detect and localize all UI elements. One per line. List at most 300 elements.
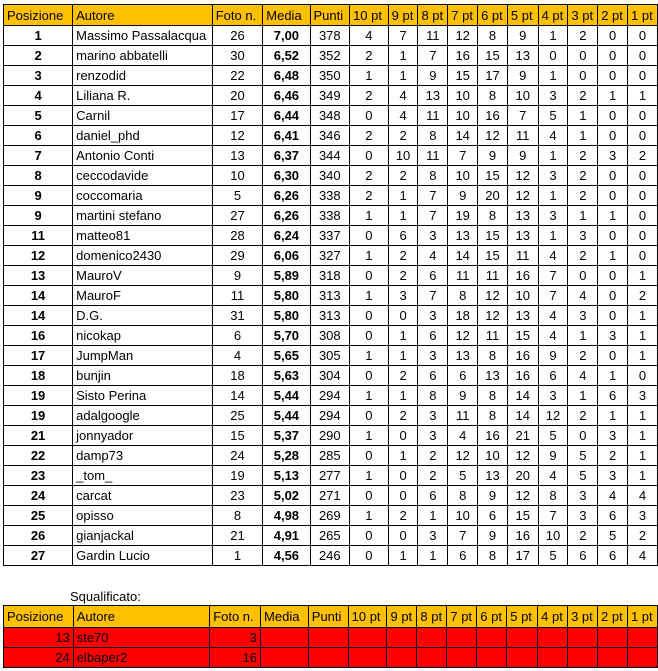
table-row bbox=[4, 326, 658, 346]
cell-photos: 24 bbox=[212, 446, 263, 466]
cell-pt6: 12 bbox=[478, 126, 508, 146]
cell-pt9: 6 bbox=[388, 226, 418, 246]
cell-position: 17 bbox=[4, 346, 73, 366]
cell-position: 26 bbox=[4, 526, 73, 546]
disqualified-label: Squalificato: bbox=[70, 589, 141, 604]
cell-average: 6,44 bbox=[263, 106, 310, 126]
cell-pt6: 10 bbox=[478, 446, 508, 466]
cell-pt8 bbox=[417, 628, 447, 648]
cell-points: 294 bbox=[310, 406, 350, 426]
cell-author: martini stefano bbox=[73, 206, 213, 226]
cell-pt2 bbox=[598, 648, 628, 668]
cell-points: 269 bbox=[310, 506, 350, 526]
cell-pt5: 12 bbox=[507, 446, 538, 466]
cell-pt8: 3 bbox=[418, 306, 448, 326]
cell-author: Gardin Lucio bbox=[73, 546, 213, 566]
header-pt8: 8 pt bbox=[417, 606, 447, 628]
cell-average: 5,44 bbox=[263, 406, 310, 426]
header-pt2: 2 pt bbox=[598, 606, 628, 628]
cell-pt4 bbox=[538, 628, 568, 648]
header-position: Posizione bbox=[4, 606, 74, 628]
cell-pt9: 2 bbox=[388, 506, 418, 526]
cell-pt1: 1 bbox=[628, 86, 658, 106]
table-row bbox=[4, 386, 658, 406]
cell-pt2: 3 bbox=[598, 466, 628, 486]
disqualified-table bbox=[3, 605, 658, 668]
cell-pt3 bbox=[568, 628, 598, 648]
cell-pt10: 4 bbox=[350, 26, 389, 46]
cell-pt9: 0 bbox=[388, 426, 418, 446]
cell-pt1: 0 bbox=[628, 366, 658, 386]
cell-pt5: 9 bbox=[507, 26, 538, 46]
cell-pt7: 7 bbox=[448, 146, 478, 166]
cell-points bbox=[308, 648, 348, 668]
cell-pt2: 0 bbox=[598, 186, 628, 206]
cell-pt6 bbox=[477, 648, 507, 668]
cell-position: 19 bbox=[4, 406, 73, 426]
cell-pt3: 2 bbox=[568, 246, 598, 266]
cell-pt2: 6 bbox=[598, 506, 628, 526]
table-row bbox=[4, 26, 658, 46]
cell-pt7: 9 bbox=[448, 186, 478, 206]
cell-average: 5,37 bbox=[263, 426, 310, 446]
cell-points: 277 bbox=[310, 466, 350, 486]
cell-pt1: 0 bbox=[628, 226, 658, 246]
cell-average: 5,80 bbox=[263, 286, 310, 306]
cell-pt4: 1 bbox=[538, 146, 568, 166]
cell-pt2: 0 bbox=[598, 346, 628, 366]
cell-pt9 bbox=[387, 648, 417, 668]
cell-pt3: 1 bbox=[568, 206, 598, 226]
cell-photos: 21 bbox=[212, 526, 263, 546]
cell-pt6: 9 bbox=[478, 146, 508, 166]
cell-pt3: 1 bbox=[568, 126, 598, 146]
table-row bbox=[4, 266, 658, 286]
cell-pt5: 14 bbox=[507, 406, 538, 426]
cell-photos: 25 bbox=[212, 406, 263, 426]
cell-pt4: 1 bbox=[538, 226, 568, 246]
cell-pt1: 0 bbox=[628, 206, 658, 226]
cell-author: damp73 bbox=[73, 446, 213, 466]
cell-pt8: 11 bbox=[418, 106, 448, 126]
cell-pt6: 8 bbox=[478, 26, 508, 46]
cell-pt7 bbox=[447, 648, 477, 668]
cell-pt2: 3 bbox=[598, 426, 628, 446]
cell-pt10: 1 bbox=[350, 246, 389, 266]
cell-pt9: 1 bbox=[388, 546, 418, 566]
cell-pt3: 2 bbox=[568, 146, 598, 166]
cell-pt8: 6 bbox=[418, 486, 448, 506]
cell-pt2: 1 bbox=[598, 86, 628, 106]
cell-pt5: 14 bbox=[507, 386, 538, 406]
cell-pt6: 16 bbox=[478, 426, 508, 446]
cell-pt8: 11 bbox=[418, 26, 448, 46]
cell-author: gianjackal bbox=[73, 526, 213, 546]
cell-average: 6,37 bbox=[263, 146, 310, 166]
cell-pt3: 0 bbox=[568, 66, 598, 86]
cell-pt7: 10 bbox=[448, 86, 478, 106]
cell-position: 18 bbox=[4, 366, 73, 386]
cell-pt1: 1 bbox=[628, 306, 658, 326]
cell-position: 7 bbox=[4, 146, 73, 166]
cell-pt8: 3 bbox=[418, 346, 448, 366]
header-row bbox=[4, 606, 658, 628]
cell-pt8: 6 bbox=[418, 366, 448, 386]
cell-pt6: 15 bbox=[478, 46, 508, 66]
cell-photos: 14 bbox=[212, 386, 263, 406]
cell-pt1: 0 bbox=[628, 126, 658, 146]
cell-pt4: 3 bbox=[538, 386, 568, 406]
cell-pt8: 2 bbox=[418, 466, 448, 486]
header-pt3: 3 pt bbox=[568, 606, 598, 628]
cell-pt3: 4 bbox=[568, 286, 598, 306]
cell-pt10: 0 bbox=[350, 366, 389, 386]
cell-pt8: 13 bbox=[418, 86, 448, 106]
cell-pt9: 2 bbox=[388, 126, 418, 146]
cell-photos: 11 bbox=[212, 286, 263, 306]
cell-pt5: 17 bbox=[507, 546, 538, 566]
cell-pt8: 8 bbox=[418, 166, 448, 186]
cell-pt4: 10 bbox=[538, 526, 568, 546]
cell-pt3: 2 bbox=[568, 406, 598, 426]
cell-author: Antonio Conti bbox=[73, 146, 213, 166]
cell-pt8 bbox=[417, 648, 447, 668]
cell-average: 6,41 bbox=[263, 126, 310, 146]
cell-pt1: 0 bbox=[628, 186, 658, 206]
cell-pt9: 3 bbox=[388, 286, 418, 306]
cell-author: matteo81 bbox=[73, 226, 213, 246]
cell-points: 313 bbox=[310, 306, 350, 326]
cell-position: 1 bbox=[4, 26, 73, 46]
cell-pt4: 5 bbox=[538, 426, 568, 446]
table-row bbox=[4, 426, 658, 446]
cell-pt1 bbox=[627, 628, 657, 648]
cell-average: 4,98 bbox=[263, 506, 310, 526]
cell-pt9: 1 bbox=[388, 446, 418, 466]
cell-position: 13 bbox=[4, 628, 74, 648]
cell-pt5: 16 bbox=[507, 266, 538, 286]
cell-pt1: 0 bbox=[628, 106, 658, 126]
cell-pt1: 2 bbox=[628, 526, 658, 546]
cell-average: 6,26 bbox=[263, 186, 310, 206]
header-average: Media bbox=[263, 5, 310, 26]
header-author: Autore bbox=[73, 5, 213, 26]
cell-position: 12 bbox=[4, 246, 73, 266]
cell-pt7: 18 bbox=[448, 306, 478, 326]
header-position: Posizione bbox=[4, 5, 73, 26]
cell-pt2: 6 bbox=[598, 546, 628, 566]
cell-photos: 31 bbox=[212, 306, 263, 326]
cell-pt10: 1 bbox=[350, 506, 389, 526]
cell-pt9: 1 bbox=[388, 326, 418, 346]
header-pt9: 9 pt bbox=[387, 606, 417, 628]
cell-pt10: 0 bbox=[350, 106, 389, 126]
cell-pt5: 20 bbox=[507, 466, 538, 486]
cell-pt7: 14 bbox=[448, 246, 478, 266]
header-pt6: 6 pt bbox=[478, 5, 508, 26]
cell-pt3: 0 bbox=[568, 426, 598, 446]
header-pt8: 8 pt bbox=[418, 5, 448, 26]
cell-pt3: 2 bbox=[568, 86, 598, 106]
cell-photos: 17 bbox=[212, 106, 263, 126]
cell-pt6: 9 bbox=[478, 486, 508, 506]
cell-pt7: 7 bbox=[448, 526, 478, 546]
cell-pt3: 3 bbox=[568, 226, 598, 246]
cell-average: 4,56 bbox=[263, 546, 310, 566]
cell-position: 9 bbox=[4, 186, 73, 206]
cell-pt4: 9 bbox=[538, 346, 568, 366]
cell-pt3: 2 bbox=[568, 166, 598, 186]
cell-pt10: 1 bbox=[350, 346, 389, 366]
cell-pt8: 3 bbox=[418, 226, 448, 246]
cell-average: 6,52 bbox=[263, 46, 310, 66]
cell-pt5: 10 bbox=[507, 86, 538, 106]
cell-pt2: 1 bbox=[598, 406, 628, 426]
disqualified-row bbox=[4, 648, 658, 668]
cell-pt5: 15 bbox=[507, 326, 538, 346]
cell-pt2: 5 bbox=[598, 526, 628, 546]
cell-pt9: 2 bbox=[388, 266, 418, 286]
cell-pt1: 3 bbox=[628, 386, 658, 406]
cell-position: 23 bbox=[4, 466, 73, 486]
cell-pt1 bbox=[627, 648, 657, 668]
cell-position: 14 bbox=[4, 286, 73, 306]
cell-author: carcat bbox=[73, 486, 213, 506]
cell-photos: 8 bbox=[212, 506, 263, 526]
cell-pt9: 1 bbox=[388, 206, 418, 226]
header-pt1: 1 pt bbox=[627, 606, 657, 628]
cell-pt6: 11 bbox=[478, 266, 508, 286]
cell-pt7: 10 bbox=[448, 106, 478, 126]
cell-points: 318 bbox=[310, 266, 350, 286]
cell-pt10: 0 bbox=[350, 486, 389, 506]
cell-pt9: 4 bbox=[388, 86, 418, 106]
ranking-table bbox=[3, 4, 658, 566]
cell-pt3: 1 bbox=[568, 386, 598, 406]
cell-pt4: 6 bbox=[538, 366, 568, 386]
cell-pt2: 0 bbox=[598, 66, 628, 86]
cell-author: Massimo Passalacqua bbox=[73, 26, 213, 46]
cell-pt3: 4 bbox=[568, 366, 598, 386]
cell-pt5: 11 bbox=[507, 246, 538, 266]
cell-position: 9 bbox=[4, 206, 73, 226]
header-pt2: 2 pt bbox=[598, 5, 628, 26]
cell-pt8: 1 bbox=[418, 506, 448, 526]
cell-pt4: 7 bbox=[538, 506, 568, 526]
cell-average: 5,13 bbox=[263, 466, 310, 486]
table-row bbox=[4, 286, 658, 306]
cell-pt2: 0 bbox=[598, 226, 628, 246]
cell-pt5: 11 bbox=[507, 126, 538, 146]
cell-pt3: 5 bbox=[568, 446, 598, 466]
cell-pt7: 11 bbox=[448, 266, 478, 286]
cell-average: 6,24 bbox=[263, 226, 310, 246]
cell-position: 27 bbox=[4, 546, 73, 566]
disqualified-row bbox=[4, 628, 658, 648]
cell-average: 6,48 bbox=[263, 66, 310, 86]
header-pt4: 4 pt bbox=[538, 5, 568, 26]
cell-author: daniel_phd bbox=[73, 126, 213, 146]
header-photos: Foto n. bbox=[212, 5, 263, 26]
cell-pt10 bbox=[348, 648, 387, 668]
cell-points: 290 bbox=[310, 426, 350, 446]
cell-photos: 6 bbox=[212, 326, 263, 346]
cell-pt3: 5 bbox=[568, 466, 598, 486]
cell-average: 6,06 bbox=[263, 246, 310, 266]
cell-pt7: 8 bbox=[448, 286, 478, 306]
cell-position: 19 bbox=[4, 386, 73, 406]
cell-pt6: 8 bbox=[478, 86, 508, 106]
cell-pt3: 0 bbox=[568, 46, 598, 66]
cell-pt9: 1 bbox=[388, 186, 418, 206]
cell-pt1: 4 bbox=[628, 486, 658, 506]
header-average: Media bbox=[261, 606, 309, 628]
table-row bbox=[4, 126, 658, 146]
cell-pt4: 3 bbox=[538, 86, 568, 106]
cell-pt1: 1 bbox=[628, 326, 658, 346]
cell-pt8: 9 bbox=[418, 66, 448, 86]
header-pt10: 10 pt bbox=[350, 5, 389, 26]
cell-pt9: 1 bbox=[388, 66, 418, 86]
cell-pt4: 0 bbox=[538, 46, 568, 66]
cell-author: domenico2430 bbox=[73, 246, 213, 266]
cell-average: 5,63 bbox=[263, 366, 310, 386]
cell-points: 350 bbox=[310, 66, 350, 86]
cell-pt7 bbox=[447, 628, 477, 648]
cell-points: 265 bbox=[310, 526, 350, 546]
cell-pt7: 19 bbox=[448, 206, 478, 226]
cell-pt7: 16 bbox=[448, 46, 478, 66]
cell-pt3: 6 bbox=[568, 546, 598, 566]
cell-pt7: 13 bbox=[448, 226, 478, 246]
cell-pt10: 0 bbox=[350, 266, 389, 286]
cell-pt5: 15 bbox=[507, 506, 538, 526]
cell-pt9: 2 bbox=[388, 366, 418, 386]
cell-photos: 15 bbox=[212, 426, 263, 446]
cell-pt7: 14 bbox=[448, 126, 478, 146]
cell-pt4: 4 bbox=[538, 126, 568, 146]
header-points: Punti bbox=[308, 606, 348, 628]
cell-photos: 27 bbox=[212, 206, 263, 226]
cell-pt5: 12 bbox=[507, 166, 538, 186]
cell-pt6 bbox=[477, 628, 507, 648]
cell-position: 4 bbox=[4, 86, 73, 106]
cell-pt6: 15 bbox=[478, 166, 508, 186]
cell-pt10 bbox=[348, 628, 387, 648]
cell-pt10: 0 bbox=[350, 526, 389, 546]
cell-author: MauroF bbox=[73, 286, 213, 306]
cell-pt1: 1 bbox=[628, 406, 658, 426]
cell-pt9: 0 bbox=[388, 306, 418, 326]
cell-author: coccomaria bbox=[73, 186, 213, 206]
cell-pt3: 2 bbox=[568, 346, 598, 366]
cell-pt10: 0 bbox=[350, 226, 389, 246]
cell-pt8: 7 bbox=[418, 286, 448, 306]
cell-pt8: 4 bbox=[418, 246, 448, 266]
cell-pt2: 0 bbox=[598, 286, 628, 306]
cell-position: 16 bbox=[4, 326, 73, 346]
cell-author: ceccodavide bbox=[73, 166, 213, 186]
cell-pt5: 13 bbox=[507, 306, 538, 326]
cell-pt1: 3 bbox=[628, 506, 658, 526]
cell-pt1: 2 bbox=[628, 146, 658, 166]
cell-pt5: 13 bbox=[507, 226, 538, 246]
cell-points: 338 bbox=[310, 186, 350, 206]
cell-average: 6,46 bbox=[263, 86, 310, 106]
cell-photos: 22 bbox=[212, 66, 263, 86]
cell-position: 25 bbox=[4, 506, 73, 526]
cell-position: 3 bbox=[4, 66, 73, 86]
cell-pt3 bbox=[568, 648, 598, 668]
cell-pt1: 1 bbox=[628, 446, 658, 466]
cell-pt3: 2 bbox=[568, 186, 598, 206]
cell-points: 285 bbox=[310, 446, 350, 466]
cell-pt7: 8 bbox=[448, 486, 478, 506]
cell-pt10: 0 bbox=[350, 326, 389, 346]
cell-pt6: 8 bbox=[478, 546, 508, 566]
cell-position: 2 bbox=[4, 46, 73, 66]
cell-pt5: 7 bbox=[507, 106, 538, 126]
cell-photos: 1 bbox=[212, 546, 263, 566]
cell-pt3: 3 bbox=[568, 506, 598, 526]
cell-average: 5,02 bbox=[263, 486, 310, 506]
cell-pt2: 0 bbox=[598, 266, 628, 286]
cell-points: 271 bbox=[310, 486, 350, 506]
table-row bbox=[4, 446, 658, 466]
cell-pt6: 8 bbox=[478, 406, 508, 426]
cell-pt10: 1 bbox=[350, 426, 389, 446]
cell-pt8: 6 bbox=[418, 326, 448, 346]
cell-pt5: 16 bbox=[507, 346, 538, 366]
cell-pt10: 1 bbox=[350, 66, 389, 86]
cell-pt2: 4 bbox=[598, 486, 628, 506]
cell-pt7: 10 bbox=[448, 166, 478, 186]
table-row bbox=[4, 186, 658, 206]
cell-pt4 bbox=[538, 648, 568, 668]
header-pt6: 6 pt bbox=[477, 606, 507, 628]
cell-pt5 bbox=[507, 628, 538, 648]
cell-pt2: 2 bbox=[598, 446, 628, 466]
cell-position: 8 bbox=[4, 166, 73, 186]
header-pt7: 7 pt bbox=[447, 606, 477, 628]
cell-photos: 28 bbox=[212, 226, 263, 246]
cell-pt7: 11 bbox=[448, 406, 478, 426]
header-pt5: 5 pt bbox=[507, 5, 538, 26]
cell-pt4: 4 bbox=[538, 326, 568, 346]
cell-pt4: 9 bbox=[538, 446, 568, 466]
cell-pt4: 1 bbox=[538, 66, 568, 86]
cell-pt10: 2 bbox=[350, 86, 389, 106]
cell-pt6: 13 bbox=[478, 366, 508, 386]
table-row bbox=[4, 206, 658, 226]
cell-author: adalgoogle bbox=[73, 406, 213, 426]
table-row bbox=[4, 106, 658, 126]
cell-pt4: 8 bbox=[538, 486, 568, 506]
table-row bbox=[4, 66, 658, 86]
cell-author: renzodid bbox=[73, 66, 213, 86]
cell-pt5: 9 bbox=[507, 146, 538, 166]
cell-author: bunjin bbox=[73, 366, 213, 386]
cell-pt7: 4 bbox=[448, 426, 478, 446]
header-pt3: 3 pt bbox=[568, 5, 598, 26]
cell-pt10: 0 bbox=[350, 406, 389, 426]
cell-average: 5,89 bbox=[263, 266, 310, 286]
cell-author: elbaper2 bbox=[73, 648, 209, 668]
header-pt4: 4 pt bbox=[538, 606, 568, 628]
cell-pt10: 0 bbox=[350, 546, 389, 566]
cell-pt6: 6 bbox=[478, 506, 508, 526]
cell-pt10: 1 bbox=[350, 206, 389, 226]
